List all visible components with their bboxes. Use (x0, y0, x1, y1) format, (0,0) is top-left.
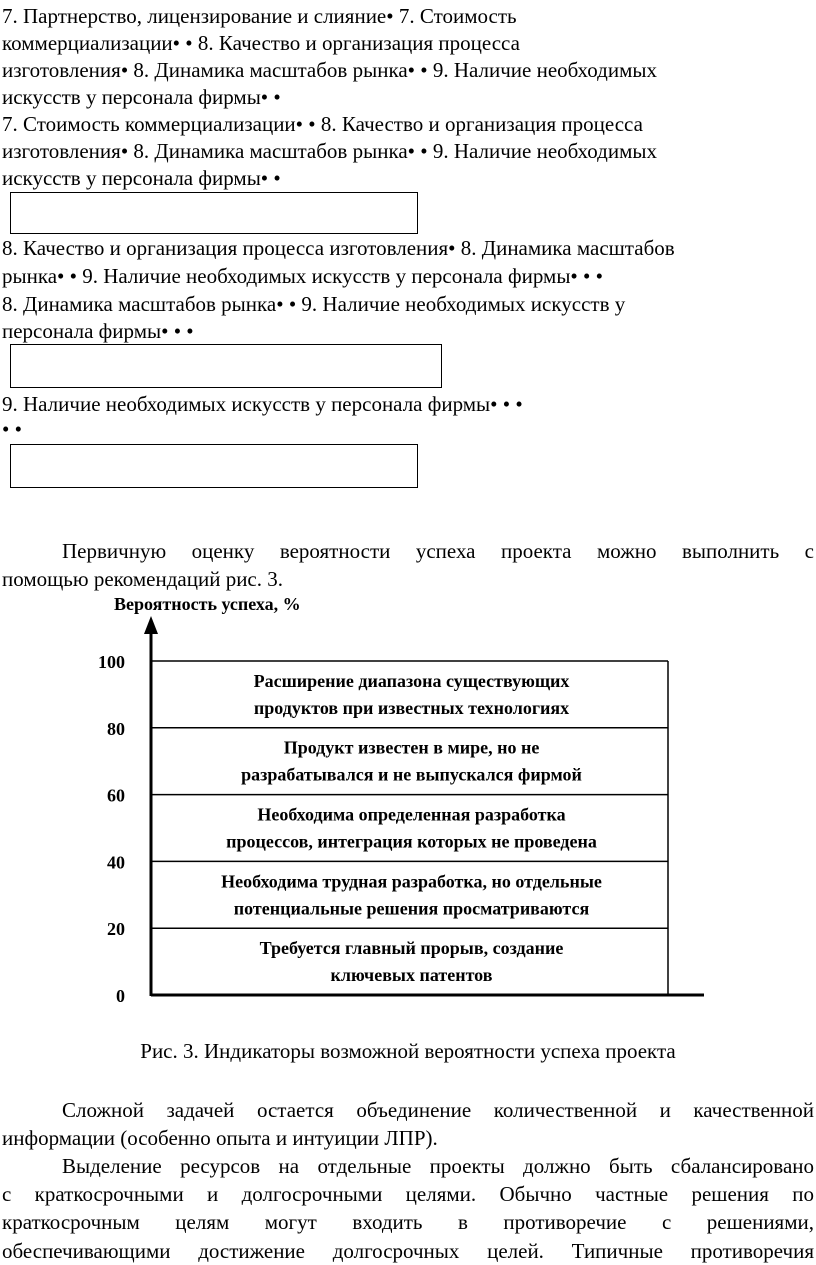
paragraph-line: краткосрочным целям могут входить в противоречие с решениями, (2, 1210, 814, 1235)
figure-caption: Рис. 3. Индикаторы возможной вероятности успеха проекта (140, 1039, 676, 1063)
paragraph-line: Выделение ресурсов на отдельные проекты должно быть сбалансировано (62, 1154, 814, 1178)
paragraph-2 (2, 1096, 814, 1152)
y-tick-label: 80 (107, 718, 125, 739)
chart-ticks (98, 652, 125, 1006)
paragraph-line: обеспечивающими достижение долгосрочных целей. Типичные противоречия (2, 1238, 814, 1263)
probability-chart (0, 590, 816, 1015)
band-label-line: Продукт известен в мире, но не (283, 737, 540, 758)
paragraph-line: Сложной задачей остается объединение количественной и качественной (62, 1098, 814, 1122)
band-label-line: разрабатывался и не выпускался фирмой (241, 764, 582, 785)
list-line: рынка• • 9. Наличие необходимых искусств у персонала фирмы• • • (2, 264, 603, 288)
list-line: искусств у персонала фирмы• • (2, 166, 281, 190)
paragraph-3 (2, 1152, 814, 1265)
list-line: коммерциализации• • 8. Качество и организация процесса (2, 31, 520, 55)
band-label-line: процессов, интеграция которых не проведена (226, 831, 597, 852)
band-4 (151, 861, 668, 928)
list-line: 8. Качество и организация процесса изготовления• 8. Динамика масштабов (2, 236, 675, 260)
list-line: искусств у персонала фирмы• • (2, 85, 281, 109)
paragraph-line: с краткосрочными и долгосрочными целями. Обычно частные решения по (2, 1182, 814, 1207)
paragraph-line: информации (особенно опыта и интуиции ЛПР). (2, 1126, 438, 1151)
band-2 (151, 728, 668, 795)
list-line: 7. Партнерство, лицензирование и слияние• 7. Стоимость (2, 4, 517, 28)
y-tick-label: 0 (116, 986, 125, 1006)
y-tick-label: 60 (107, 785, 125, 806)
band-label-line: Необходима трудная разработка, но отдельные (221, 871, 602, 892)
chart-title: Вероятность успеха, % (114, 594, 301, 614)
y-axis-arrow-icon (144, 616, 158, 634)
y-tick-label: 100 (98, 652, 125, 672)
band-label-line: продуктов при известных технологиях (253, 697, 570, 718)
y-tick-label: 40 (107, 852, 125, 873)
band-5 (151, 928, 668, 995)
band-label-line: Расширение диапазона существующих (253, 670, 570, 691)
band-label-line: ключевых патентов (330, 965, 493, 986)
list-line: • • (2, 417, 22, 441)
blank-field-3 (10, 444, 418, 488)
paragraph-line: помощью рекомендаций рис. 3. (2, 567, 283, 592)
band-label-line: потенциальные решения просматриваются (233, 898, 590, 919)
list-line: 8. Динамика масштабов рынка• • 9. Наличие необходимых искусств у (2, 292, 626, 316)
band-1 (151, 661, 668, 728)
list-line: персонала фирмы• • • (2, 319, 194, 343)
band-label-line: Необходима определенная разработка (257, 804, 566, 825)
blank-field-1 (10, 192, 418, 234)
paragraph-line: Первичную оценку вероятности успеха проекта можно выполнить с (62, 539, 814, 563)
list-line: изготовления• 8. Динамика масштабов рынка• • 9. Наличие необходимых (2, 58, 657, 82)
chart-bands (151, 661, 668, 995)
band-label-line: Требуется главный прорыв, создание (259, 938, 564, 959)
list-line: 7. Стоимость коммерциализации• • 8. Качество и организация процесса (2, 112, 643, 136)
list-line: изготовления• 8. Динамика масштабов рынка• • 9. Наличие необходимых (2, 139, 657, 163)
band-3 (151, 795, 668, 862)
blank-field-2 (10, 344, 442, 388)
list-line: 9. Наличие необходимых искусств у персонала фирмы• • • (2, 392, 523, 416)
y-tick-label: 20 (107, 919, 125, 940)
intro-paragraph (2, 537, 814, 593)
